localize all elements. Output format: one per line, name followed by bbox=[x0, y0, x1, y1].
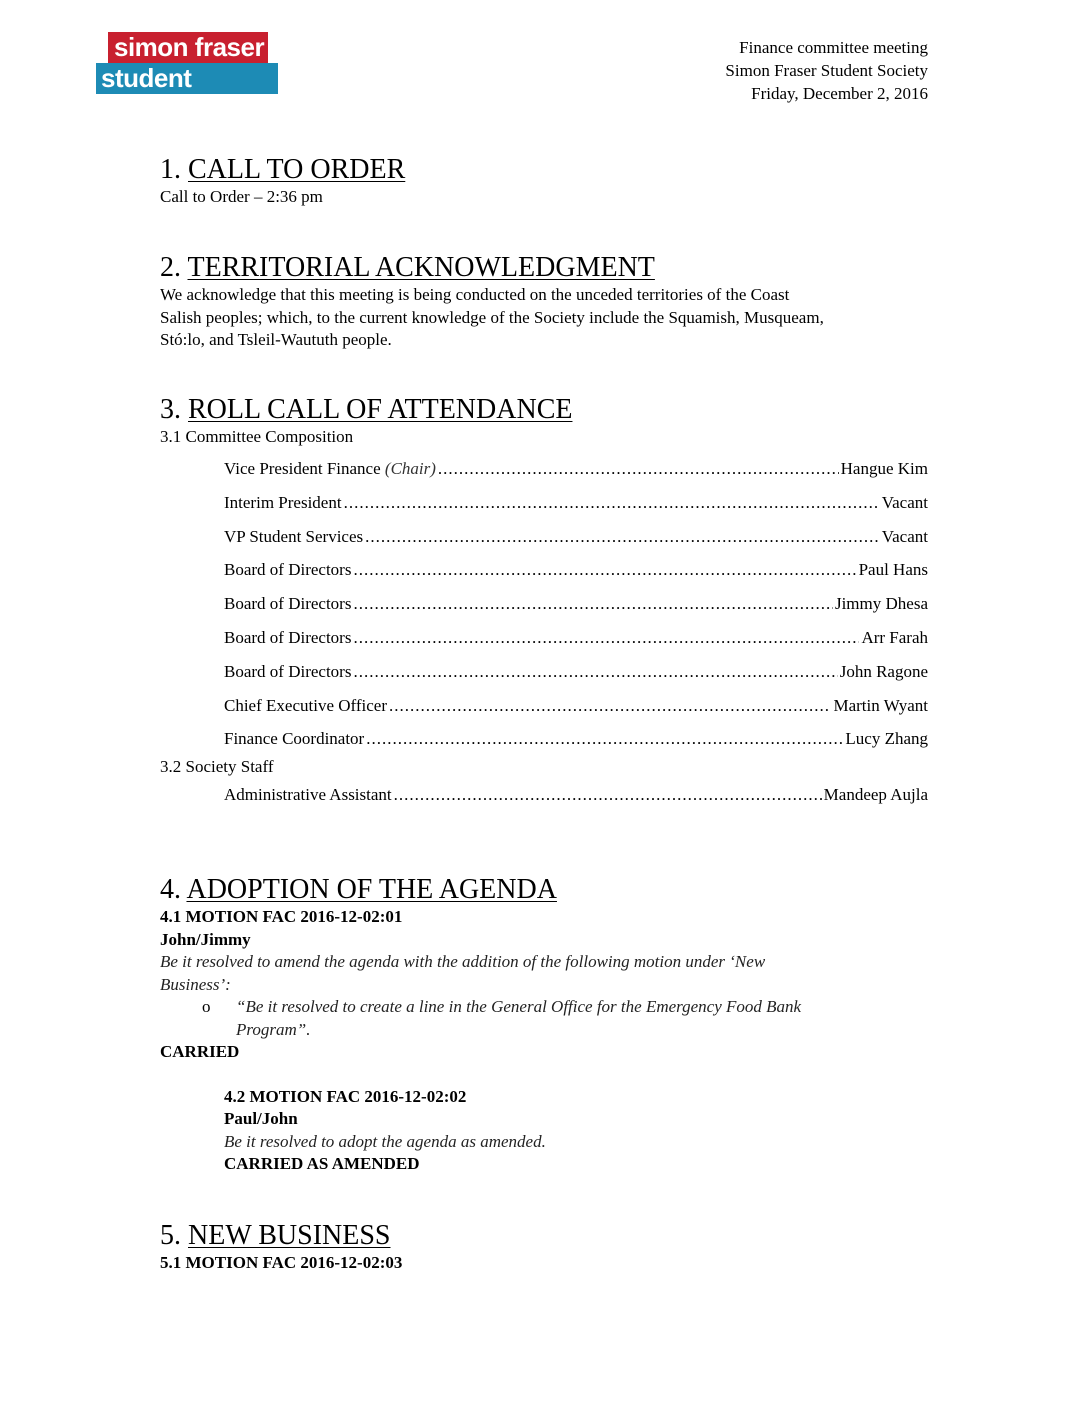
section-heading bbox=[160, 874, 928, 906]
leader-dots bbox=[394, 778, 822, 812]
motion-result: CARRIED bbox=[160, 1042, 240, 1061]
roster-role: Vice President Finance (Chair) bbox=[224, 459, 436, 478]
motion-movers: John/Jimmy bbox=[160, 929, 251, 949]
section-roll-call bbox=[160, 394, 928, 812]
roster-role: Chief Executive Officer bbox=[224, 695, 388, 715]
motion-movers: Paul/John bbox=[224, 1109, 298, 1128]
logo-line-2: student society bbox=[96, 63, 278, 94]
header-organization: Simon Fraser Student Society bbox=[725, 61, 928, 80]
leader-dots bbox=[353, 553, 856, 587]
section-title: TERRITORIAL ACKNOWLEDGMENT bbox=[187, 252, 655, 283]
section-number: 1. bbox=[160, 154, 181, 185]
roster-row bbox=[224, 655, 928, 689]
leader-dots bbox=[353, 587, 833, 621]
staff-roster bbox=[160, 778, 928, 812]
roster-row bbox=[224, 553, 928, 587]
section-new-business bbox=[160, 1220, 928, 1275]
section-call-to-order bbox=[160, 154, 928, 209]
section-number: 5. bbox=[160, 1220, 181, 1251]
section-title: ROLL CALL OF ATTENDANCE bbox=[188, 394, 573, 425]
roster-row bbox=[224, 778, 928, 812]
roster-role: Board of Directors bbox=[224, 560, 352, 580]
motion-result: CARRIED AS AMENDED bbox=[224, 1154, 420, 1173]
motion-text-line: Be it resolved to amend the agenda with the addition of the following motion under ‘New bbox=[160, 952, 766, 971]
subsection-society-staff: 3.2 Society Staff bbox=[160, 757, 274, 777]
roster-row bbox=[224, 486, 928, 520]
leader-dots bbox=[389, 689, 831, 723]
roster-row bbox=[224, 689, 928, 723]
motion-id: 4.1 MOTION FAC 2016-12-02:01 bbox=[160, 907, 403, 926]
roster-role: Board of Directors bbox=[224, 594, 352, 614]
acknowledgment-line: Salish peoples; which, to the current knowledge of the Society include the Squamish, Musqueam, bbox=[160, 307, 824, 327]
roster-name: John Ragone bbox=[839, 661, 928, 681]
roster-name: Lucy Zhang bbox=[845, 729, 928, 749]
header-date: Friday, December 2, 2016 bbox=[751, 84, 928, 103]
section-heading bbox=[160, 252, 928, 284]
section-title: NEW BUSINESS bbox=[188, 1220, 391, 1251]
roster-row bbox=[224, 722, 928, 756]
bullet-marker: o bbox=[202, 997, 211, 1016]
section-title: ADOPTION OF THE AGENDA bbox=[186, 874, 557, 905]
acknowledgment-line: Stó:lo, and Tsleil-Waututh people. bbox=[160, 330, 392, 349]
motion-text: Be it resolved to adopt the agenda as amended. bbox=[224, 1131, 546, 1151]
subsection-committee-composition: 3.1 Committee Composition bbox=[160, 427, 354, 446]
section-number: 3. bbox=[160, 394, 181, 425]
roster-name: Jimmy Dhesa bbox=[834, 594, 928, 614]
chair-label: (Chair) bbox=[384, 459, 436, 478]
logo-line-1: simon fraser bbox=[108, 32, 268, 63]
section-heading bbox=[160, 394, 928, 426]
roster-row bbox=[224, 520, 928, 554]
section-number: 2. bbox=[160, 252, 181, 283]
leader-dots bbox=[353, 621, 859, 655]
motion-block bbox=[224, 1086, 928, 1176]
roster-role: Interim President bbox=[224, 492, 342, 512]
roster-row bbox=[224, 587, 928, 621]
motion-id: 4.2 MOTION FAC 2016-12-02:02 bbox=[224, 1086, 467, 1106]
section-territorial-acknowledgment bbox=[160, 252, 928, 352]
leader-dots bbox=[438, 452, 839, 486]
section-adoption-of-agenda bbox=[160, 874, 928, 1176]
motion-text-line: Business’: bbox=[160, 974, 231, 994]
call-to-order-text: Call to Order – 2:36 pm bbox=[160, 187, 323, 206]
roster-role: Board of Directors bbox=[224, 661, 352, 681]
header-meeting-name: Finance committee meeting bbox=[739, 38, 928, 57]
roster-role: Board of Directors bbox=[224, 627, 352, 647]
section-title: CALL TO ORDER bbox=[188, 154, 406, 185]
roster-role: Finance Coordinator bbox=[224, 729, 365, 749]
section-heading bbox=[160, 154, 928, 186]
roster-row bbox=[224, 452, 928, 486]
roster-name: Paul Hans bbox=[858, 560, 928, 580]
section-heading bbox=[160, 1220, 928, 1252]
roster-row bbox=[224, 621, 928, 655]
roster-name: Mandeep Aujla bbox=[823, 785, 928, 805]
roster-name: Vacant bbox=[881, 526, 928, 546]
motion-id: 5.1 MOTION FAC 2016-12-02:03 bbox=[160, 1253, 403, 1272]
roster-name: Arr Farah bbox=[861, 627, 928, 647]
document-header bbox=[725, 36, 928, 105]
sfss-logo bbox=[96, 32, 278, 123]
roster-role: Administrative Assistant bbox=[224, 785, 392, 805]
acknowledgment-line: We acknowledge that this meeting is being conducted on the unceded territories of the Coast bbox=[160, 285, 790, 304]
section-number: 4. bbox=[160, 874, 181, 905]
bullet-text: “Be it resolved to create a line in the General Office for the Emergency Food Bank Program”. bbox=[236, 997, 802, 1039]
committee-roster bbox=[160, 452, 928, 756]
leader-dots bbox=[366, 722, 843, 756]
roster-role: VP Student Services bbox=[224, 526, 364, 546]
leader-dots bbox=[353, 655, 837, 689]
leader-dots bbox=[365, 520, 880, 554]
roster-name: Martin Wyant bbox=[833, 695, 928, 715]
roster-name: Vacant bbox=[881, 492, 928, 512]
motion-bullet bbox=[202, 996, 928, 1041]
roster-name: Hangue Kim bbox=[840, 459, 928, 478]
leader-dots bbox=[344, 486, 880, 520]
